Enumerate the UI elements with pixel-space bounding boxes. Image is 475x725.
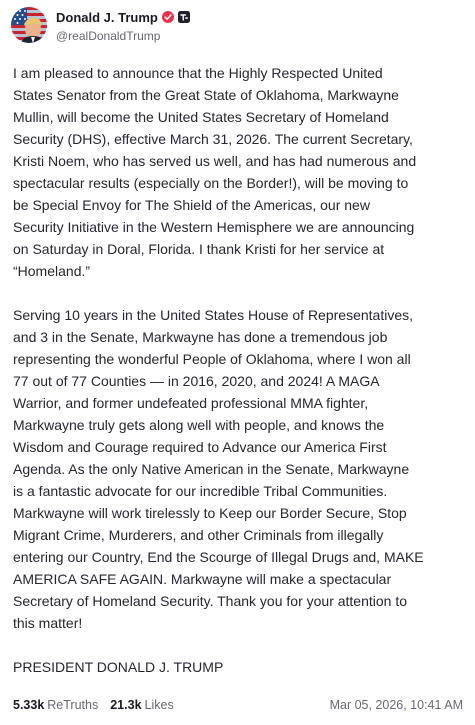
likes-stat[interactable] xyxy=(110,698,173,712)
truth-social-badge-icon xyxy=(178,11,190,23)
verified-badge-icon xyxy=(162,11,174,23)
post-signature: PRESIDENT DONALD J. TRUMP xyxy=(13,659,224,675)
likes-label: Likes xyxy=(144,698,174,712)
post-paragraph-1: I am pleased to announce that the Highly Respected United States Senator from the Great State of Oklahoma, Markwayne Mullin, will become the United States Secretary of Homeland Security (DHS), effective March 31, 2026. The current Secretary, Kristi Noem, who has served us well, and has had numerous and spectacular results (especially on the Border!), will be moving to be Special Envoy for The Shield of the Americas, our new Security Initiative in the Western Hemisphere we are announcing on Saturday in Doral, Florida. I thank Kristi for her service at “Homeland.” xyxy=(13,65,417,279)
post-paragraph-2: Serving 10 years in the United States House of Representatives, and 3 in the Senate, Markwayne has done a tremendous job representing the wonderful People of Oklahoma, where I won all 77 out of 77 Counties — in 2016, 2020, and 2024! A MAGA Warrior, and former undefeated professional MMA fighter, Markwayne truly gets along well with people, and knows the Wisdom and Courage required to Advance our America First Agenda. As the only Native American in the Senate, Markwayne is a fantastic advocate for our incredible Tribal Communities. Markwayne will work tirelessly to Keep our Border Secure, Stop Migrant Crime, Murderers, and other Criminals from illegally entering our Country, End the Scourge of Illegal Drugs and, MAKE AMERICA SAFE AGAIN. Markwayne will make a spectacular Secretary of Homeland Security. Thank you for your attention to this matter! xyxy=(13,307,424,631)
retruths-stat[interactable] xyxy=(13,698,98,712)
author-handle[interactable]: @realDonaldTrump xyxy=(56,29,161,43)
post-timestamp[interactable]: Mar 05, 2026, 10:41 AM xyxy=(329,698,463,712)
post-body xyxy=(13,62,468,678)
likes-count: 21.3k xyxy=(110,698,142,712)
display-name-row xyxy=(56,9,190,25)
display-name[interactable]: Donald J. Trump xyxy=(56,9,158,25)
post-footer xyxy=(13,695,463,715)
avatar[interactable] xyxy=(11,7,47,43)
post-stats xyxy=(13,698,174,712)
retruths-label: ReTruths xyxy=(47,698,99,712)
retruths-count: 5.33k xyxy=(13,698,45,712)
post-header xyxy=(0,0,475,50)
